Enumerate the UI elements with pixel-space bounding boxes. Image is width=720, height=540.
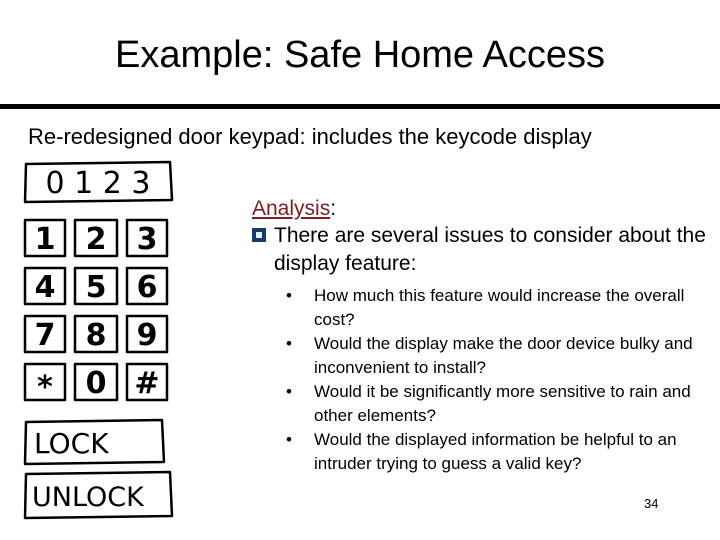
lock-button[interactable]: LOCK	[34, 427, 109, 460]
key-9[interactable]: 9	[136, 318, 158, 353]
key-0[interactable]: 0	[85, 366, 107, 401]
key-2[interactable]: 2	[85, 222, 107, 257]
analysis-heading-colon: :	[330, 197, 337, 220]
title-divider	[0, 104, 720, 109]
list-item-text: Would the displayed information be helpful to an intruder trying to guess a valid key?	[314, 430, 677, 473]
analysis-issues-list	[252, 284, 717, 476]
bullet-icon: •	[286, 334, 292, 353]
page-number: 34	[644, 496, 659, 511]
keypad-display-text: 0 1 2 3	[45, 166, 151, 201]
key-7[interactable]: 7	[34, 318, 56, 353]
keypad-sketch	[20, 158, 180, 523]
key-6[interactable]: 6	[136, 270, 158, 305]
analysis-section	[252, 196, 717, 476]
analysis-point-text: There are several issues to consider about the display feature:	[274, 224, 706, 275]
key-hash[interactable]: #	[134, 366, 160, 401]
list-item-text: Would it be significantly more sensitive to rain and other elements?	[314, 382, 691, 425]
list-item	[286, 380, 717, 428]
list-item	[286, 428, 717, 476]
key-5[interactable]: 5	[85, 270, 107, 305]
slide-title: Example: Safe Home Access	[115, 34, 605, 76]
key-4[interactable]: 4	[34, 270, 56, 305]
analysis-heading	[252, 196, 717, 222]
analysis-point	[252, 222, 717, 278]
slide-subtitle: Re-redesigned door keypad: includes the keycode display	[28, 124, 592, 149]
list-item-text: How much this feature would increase the overall cost?	[314, 286, 685, 329]
list-item	[286, 332, 717, 380]
key-3[interactable]: 3	[136, 222, 158, 257]
key-1[interactable]: 1	[34, 222, 56, 257]
key-star[interactable]: *	[37, 370, 53, 405]
bullet-icon: •	[286, 286, 292, 305]
bullet-icon: •	[286, 382, 292, 401]
analysis-heading-label: Analysis	[252, 197, 331, 220]
list-item-text: Would the display make the door device bulky and inconvenient to install?	[314, 334, 693, 377]
key-8[interactable]: 8	[85, 318, 107, 353]
bullet-icon: •	[286, 430, 292, 449]
list-item	[286, 284, 717, 332]
unlock-button[interactable]: UNLOCK	[32, 482, 144, 513]
checkbox-bullet-icon	[252, 228, 266, 242]
